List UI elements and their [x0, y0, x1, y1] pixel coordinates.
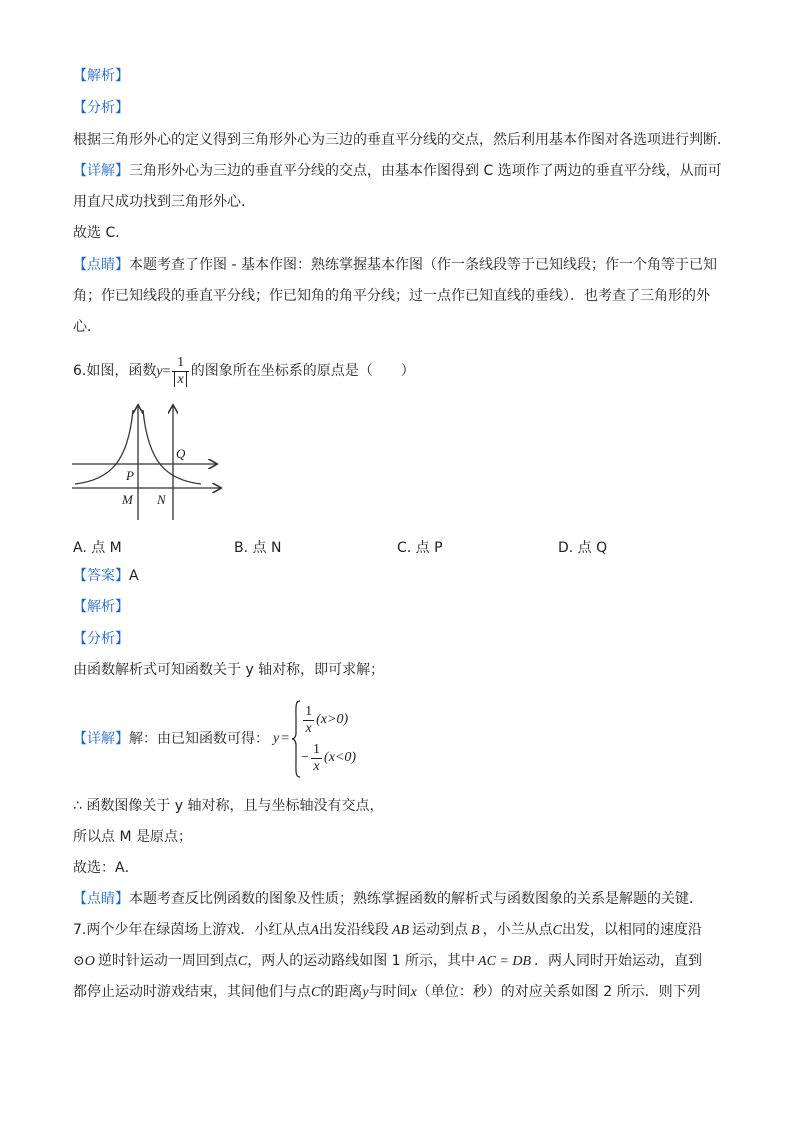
- pw2-condition: (x<0): [324, 750, 357, 765]
- label-P: P: [126, 468, 134, 483]
- label-M: M: [122, 492, 133, 507]
- choose-line: 故选：A．: [73, 860, 139, 876]
- section-jiexi-2: [73, 597, 129, 617]
- fenxi-tag: 【分析】: [73, 100, 129, 116]
- xiangjie-tag-2: 【详解】: [73, 731, 129, 747]
- fenxi-text: 根据三角形外心的定义得到三角形外心为三边的垂直平分线的交点，然后利用基本作图对各选项进行判断．: [73, 132, 731, 148]
- pw-cases: [301, 701, 356, 777]
- guxuan-line: 故选 C．: [73, 225, 130, 241]
- xiangjie-text: 三角形外心为三边的垂直平分线的交点，由基本作图得到 C 选项作了两边的垂直平分线，从而可: [129, 163, 722, 179]
- fenxi-text-2: 由函数解析式可知函数关于 y 轴对称，即可求解；: [73, 662, 385, 678]
- curve-right-branch: [143, 410, 201, 484]
- origin-line: 所以点 M 是原点；: [73, 829, 192, 845]
- question-7-line-3: 都停止运动时游戏结束，其间他们与点C的距离y与时间x（单位：秒）的对应关系如图 2 所示．则下列: [73, 984, 701, 1000]
- q6-graph-figure: [70, 402, 225, 527]
- xiangjie-tag: 【详解】: [73, 163, 129, 179]
- question-6-stem: [73, 352, 415, 392]
- dianjing-line-1: [73, 255, 717, 275]
- dianjing-line-2: 角；作已知线段的垂直平分线；作已知角的角平分线；过一点作已知直线的垂线）．也考查了三角形的外: [73, 288, 710, 304]
- dianjing-text-2: 本题考查反比例函数的图象及性质；熟练掌握函数的解析式与函数图象的关系是解题的关键．: [129, 891, 703, 907]
- q6-numerator: 1: [172, 355, 188, 372]
- xiangjie-line-1: [73, 161, 722, 181]
- jiexi-tag-2: 【解析】: [73, 599, 129, 615]
- dianjing-tag-2: 【点睛】: [73, 891, 129, 907]
- xiangjie-text-2: 解：由已知函数可得：: [129, 731, 269, 747]
- dianjing-tag: 【点睛】: [73, 257, 129, 273]
- q6-y: y: [156, 364, 163, 379]
- pw2-sign: −: [301, 750, 310, 765]
- question-7-line-1: 7.两个少年在绿茵场上游戏．小红从点A出发沿线段 AB 运动到点 B ，小兰从点C出发，以相同的速度沿: [73, 922, 702, 938]
- pw-y: y: [273, 731, 280, 746]
- curve-left-branch: [75, 410, 133, 484]
- question-7-line-2: ⊙O 逆时针运动一周回到点C，两人的运动路线如图 1 所示，其中 AC = DB ．两人同时开始运动，直到: [73, 953, 703, 969]
- dianjing-line-3: 心．: [73, 319, 101, 335]
- q6-denominator: x: [174, 372, 186, 387]
- label-Q: Q: [176, 446, 186, 461]
- xiangjie-piecewise: [73, 697, 356, 781]
- q6-prefix: 6.如图，函数: [73, 363, 157, 379]
- pw-case-2: [301, 739, 356, 777]
- therefore-line: ∴ 函数图像关于 y 轴对称，且与坐标轴没有交点，: [73, 798, 384, 814]
- option-a: A. 点 M: [73, 540, 122, 556]
- option-d: D. 点 Q: [558, 540, 608, 556]
- pw1-fraction: $\frac{1}{x}$: [305, 703, 313, 736]
- answer-line: [73, 566, 139, 586]
- q6-suffix: 的图象所在坐标系的原点是（ ）: [190, 363, 415, 379]
- answer-tag: 【答案】: [73, 568, 129, 584]
- label-N: N: [157, 492, 166, 507]
- pw-brace: [291, 699, 301, 779]
- fenxi-tag-2: 【分析】: [73, 631, 129, 647]
- answer-value: A: [129, 568, 139, 584]
- pw-case-1: [301, 701, 356, 739]
- option-b: B. 点 N: [234, 540, 282, 556]
- dianjing-text: 本题考查了作图 - 基本作图：熟练掌握基本作图（作一条线段等于已知线段；作一个角等于已知: [129, 257, 717, 273]
- pw2-fraction: $\frac{1}{x}$: [313, 741, 321, 774]
- q6-eq: =: [162, 364, 171, 379]
- dianjing-line-2nd: [73, 889, 703, 909]
- section-fenxi: [73, 98, 129, 118]
- xiangjie-line-2: 用直尺成功找到三角形外心．: [73, 194, 255, 210]
- jiexi-tag: 【解析】: [73, 68, 129, 84]
- pw-eq: =: [281, 731, 290, 746]
- pw1-condition: (x>0): [316, 712, 349, 727]
- section-fenxi-2: [73, 629, 129, 649]
- section-jiexi: [73, 66, 129, 86]
- q6-fraction: [172, 355, 188, 388]
- option-c: C. 点 P: [397, 540, 443, 556]
